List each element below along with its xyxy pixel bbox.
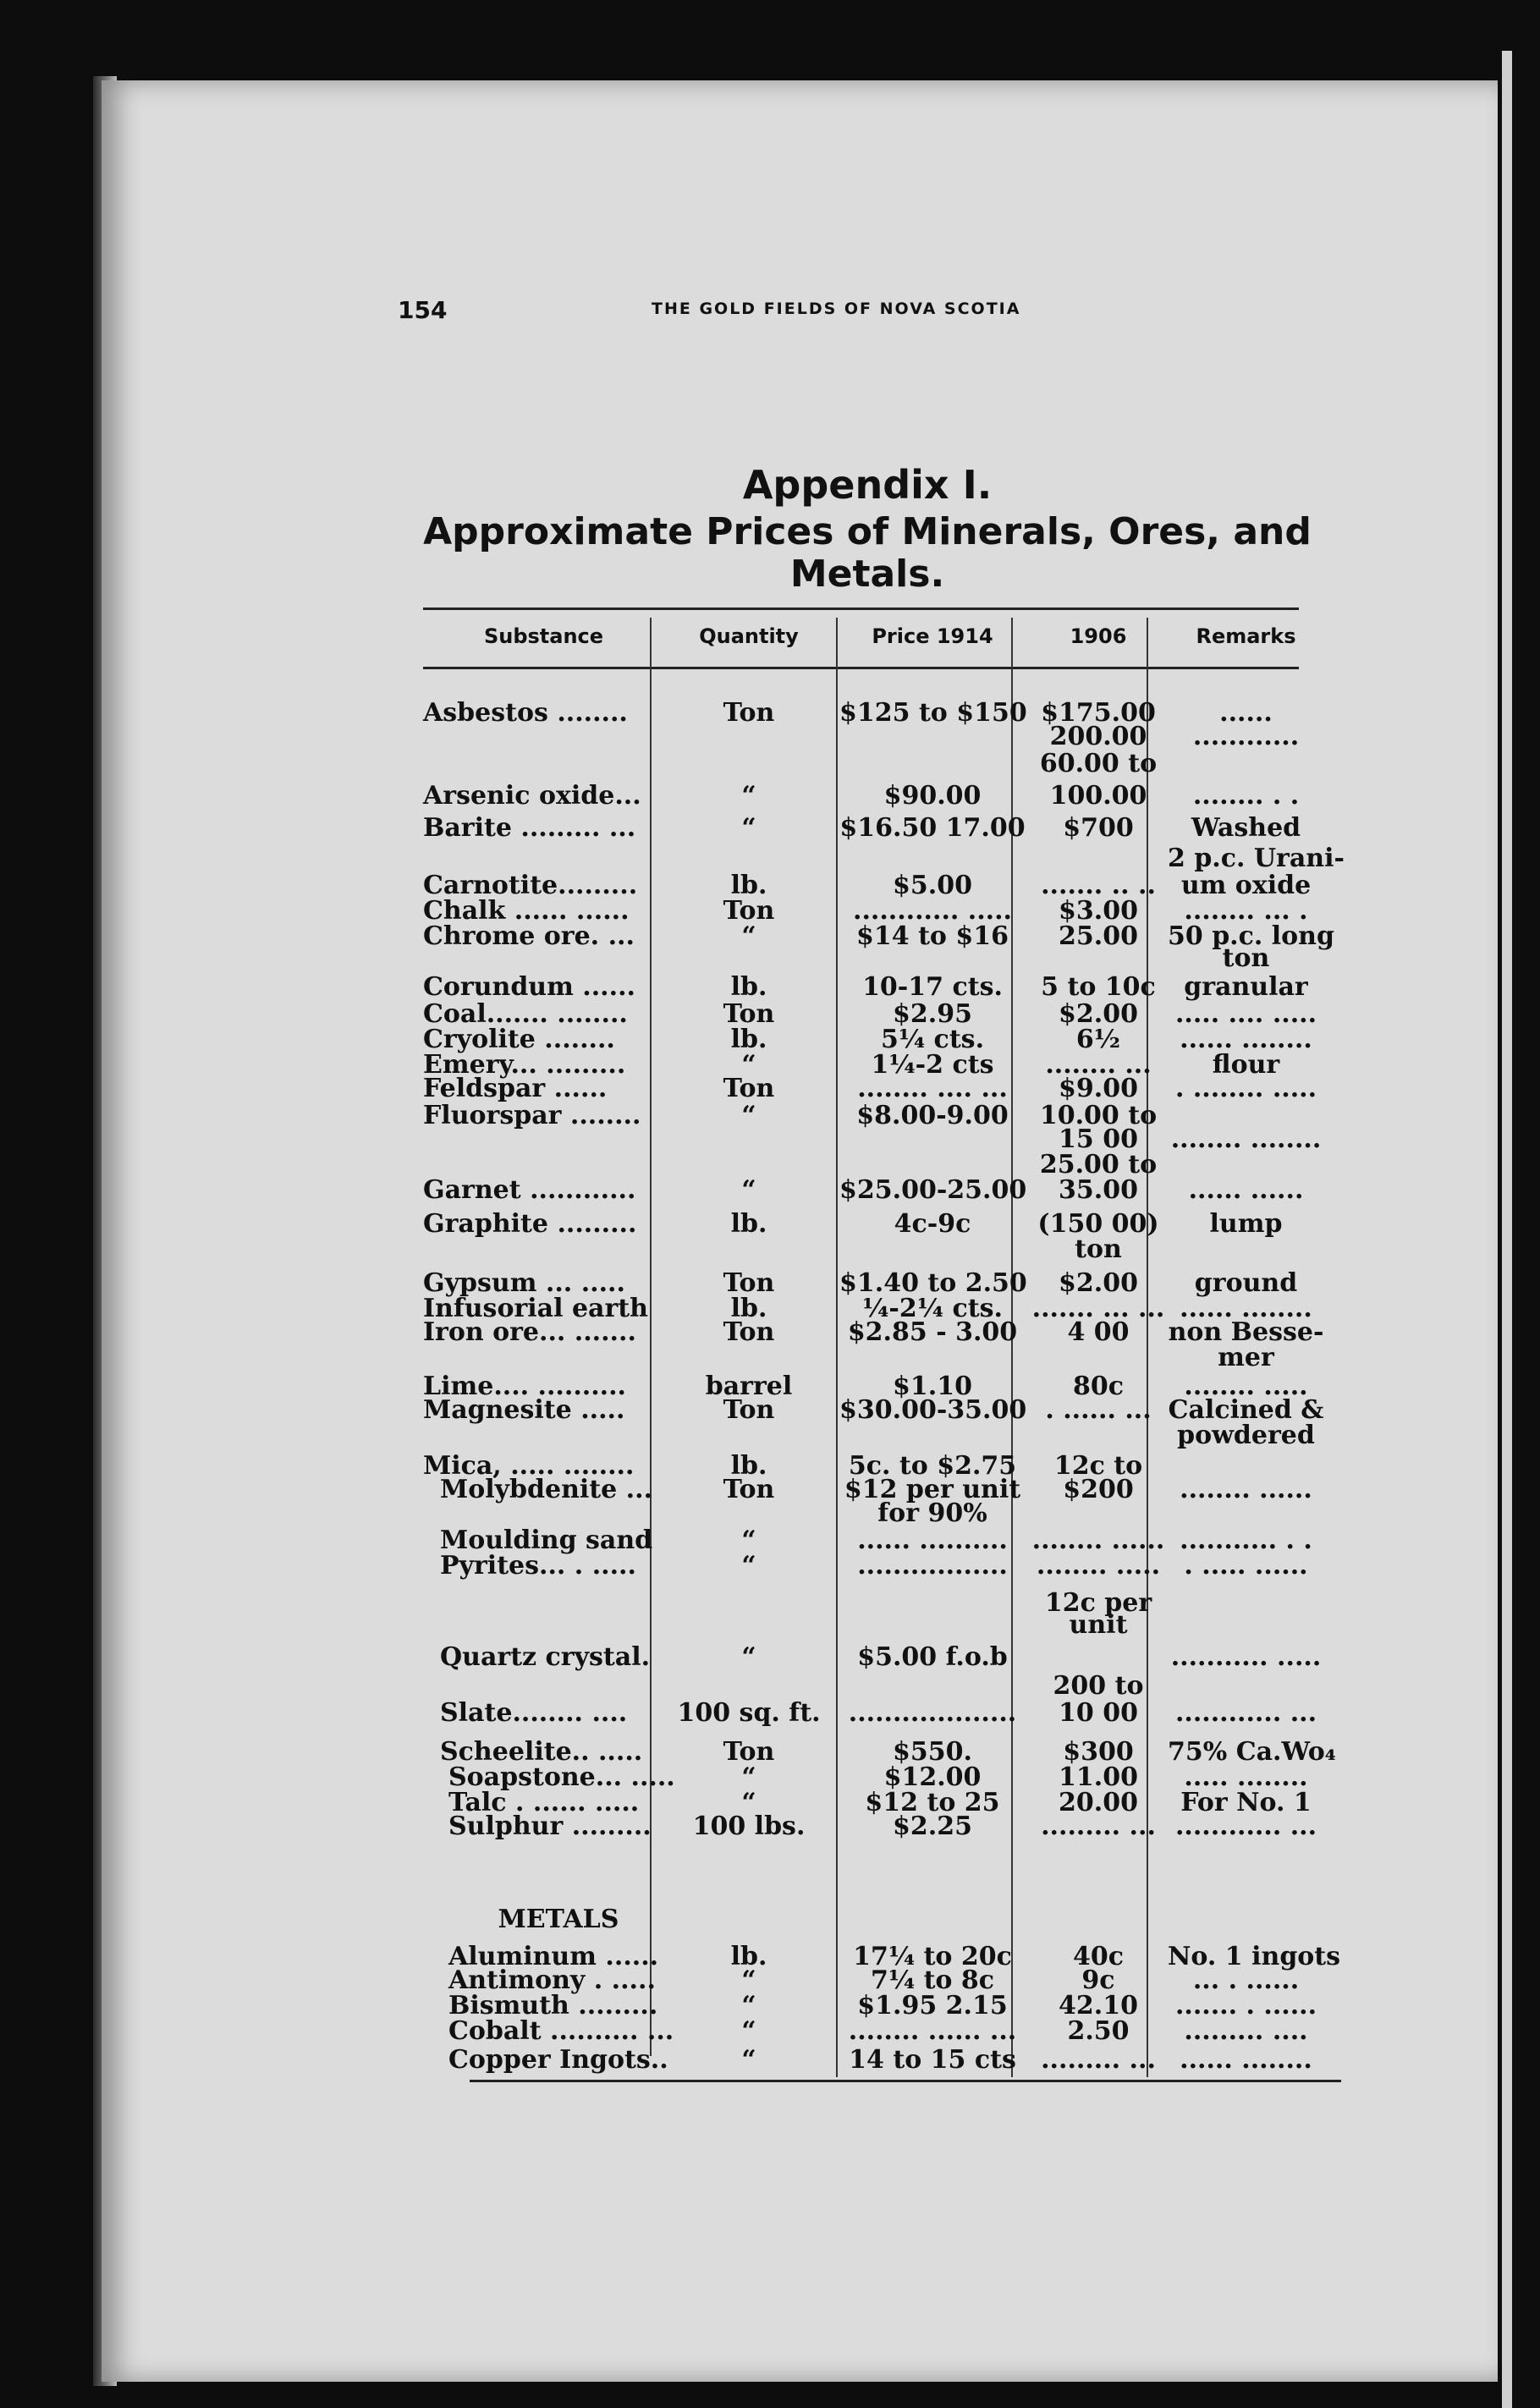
cell-remarks: Washed — [1191, 813, 1301, 843]
cell-p1906: ........ ...... — [1031, 1526, 1165, 1555]
cell-substance: Feldspar ...... — [423, 1074, 608, 1103]
cell-p1906: 12c to — [1053, 1451, 1143, 1481]
cell-p1914: $14 to $16 — [856, 921, 1009, 951]
cell-remarks: ...... ........ — [1180, 1025, 1312, 1054]
cell-remarks: ... . ...... — [1192, 1965, 1300, 1995]
cell-substance: Pyrites... . ..... — [440, 1551, 636, 1581]
cell-p1914: 5¼ cts. — [880, 1025, 985, 1054]
cell-remarks: powdered — [1177, 1421, 1315, 1450]
cell-substance: Lime.... .......... — [423, 1372, 626, 1401]
cell-quantity: “ — [741, 921, 756, 951]
cell-substance: Talc . ...... ..... — [448, 1788, 640, 1817]
cell-substance: Cryolite ........ — [423, 1025, 615, 1054]
cell-p1906: ton — [1075, 1234, 1122, 1264]
cell-substance: Bismuth ......... — [448, 1991, 658, 2020]
cell-p1914: $125 to $150 — [839, 698, 1027, 728]
cell-remarks: mer — [1218, 1343, 1274, 1372]
cell-p1906: $175.00 — [1041, 698, 1156, 728]
cell-quantity: “ — [741, 1175, 756, 1205]
cell-remarks: ............ — [1192, 722, 1300, 751]
cell-substance: Gypsum ... ..... — [423, 1268, 625, 1298]
cell-quantity: Ton — [723, 1475, 775, 1504]
cell-substance: Chrome ore. ... — [423, 921, 635, 951]
cell-substance: Fluorspar ........ — [423, 1101, 641, 1130]
cell-substance: Sulphur ......... — [448, 1811, 652, 1841]
cell-remarks: ........... . . — [1180, 1526, 1312, 1555]
cell-p1914: $5.00 — [893, 871, 972, 900]
cell-quantity: lb. — [730, 1942, 767, 1971]
next-page-edge — [1502, 51, 1512, 2408]
cell-substance: Corundum ...... — [423, 972, 635, 1002]
column-header-substance: Substance — [483, 624, 604, 648]
cell-substance: Barite ......... ... — [423, 813, 636, 843]
cell-p1906: 9c — [1081, 1965, 1115, 1995]
cell-p1906: 25.00 — [1059, 921, 1138, 951]
cell-p1914: ............ ..... — [853, 896, 1012, 926]
cell-quantity: “ — [741, 781, 756, 811]
cell-remarks: 75% Ca.Wo₄ — [1168, 1737, 1336, 1767]
column-divider — [836, 618, 838, 2077]
column-header-1906: 1906 — [1070, 624, 1127, 648]
cell-p1906: ........ ..... — [1036, 1551, 1161, 1581]
cell-substance: Quartz crystal. — [440, 1642, 651, 1672]
cell-substance: Slate........ .... — [440, 1698, 628, 1728]
cell-substance: Emery... ......... — [423, 1050, 626, 1080]
page-header — [398, 296, 1328, 330]
cell-p1914: $12 per unit — [844, 1475, 1021, 1504]
cell-p1914: 1¼-2 cts — [871, 1050, 994, 1080]
cell-p1914: 10-17 cts. — [862, 972, 1003, 1002]
cell-quantity: “ — [741, 1526, 756, 1555]
cell-p1914: ¼-2¼ cts. — [862, 1294, 1003, 1323]
cell-quantity: Ton — [723, 1737, 775, 1767]
cell-substance: Aluminum ...... — [448, 1942, 659, 1971]
cell-substance: Molybdenite ... — [440, 1475, 653, 1504]
cell-remarks: ..... .... ..... — [1174, 999, 1317, 1029]
cell-quantity: “ — [741, 1788, 756, 1817]
cell-substance: Garnet ............ — [423, 1175, 636, 1205]
cell-remarks: ..... ........ — [1184, 1762, 1308, 1792]
cell-p1906: 35.00 — [1059, 1175, 1138, 1205]
cell-p1906: 15 00 — [1059, 1124, 1138, 1154]
cell-quantity: Ton — [723, 1395, 775, 1425]
cell-quantity: Ton — [723, 698, 775, 728]
cell-remarks: ........ ... . — [1184, 896, 1308, 926]
cell-p1914: ........ .... ... — [857, 1074, 1008, 1103]
cell-p1906: 60.00 to — [1039, 749, 1158, 778]
cell-quantity: “ — [741, 813, 756, 843]
cell-substance: Mica, ..... ........ — [423, 1451, 635, 1481]
cell-remarks: ........ ........ — [1170, 1124, 1322, 1154]
cell-quantity: Ton — [723, 999, 775, 1029]
cell-remarks: . ..... ...... — [1184, 1551, 1308, 1581]
cell-quantity: Ton — [723, 1268, 775, 1298]
cell-p1906: 2.50 — [1067, 2016, 1130, 2046]
cell-p1914: $25.00-25.00 — [839, 1175, 1027, 1205]
cell-quantity: “ — [741, 1762, 756, 1792]
cell-p1906: $2.00 — [1059, 1268, 1138, 1298]
cell-p1906: 80c — [1072, 1372, 1124, 1401]
cell-p1906: 20.00 — [1059, 1788, 1138, 1817]
cell-substance: Soapstone... ..... — [448, 1762, 675, 1792]
cell-p1906: $3.00 — [1059, 896, 1138, 926]
cell-p1906: $700 — [1063, 813, 1134, 843]
cell-substance: Graphite ......... — [423, 1209, 637, 1239]
cell-quantity: lb. — [730, 1209, 767, 1239]
cell-remarks: ...... ...... — [1188, 1175, 1304, 1205]
cell-remarks: ............ ... — [1174, 1811, 1317, 1841]
cell-substance: Scheelite.. ..... — [440, 1737, 643, 1767]
cell-p1914: 17¼ to 20c — [853, 1942, 1012, 1971]
column-header-quantity: Quantity — [699, 624, 799, 648]
cell-p1914: $30.00-35.00 — [839, 1395, 1027, 1425]
cell-quantity: lb. — [730, 1025, 767, 1054]
cell-substance: Infusorial earth — [423, 1294, 648, 1323]
cell-quantity: lb. — [730, 1294, 767, 1323]
cell-p1906: ....... .. .. — [1041, 871, 1156, 900]
cell-remarks: ...... — [1219, 698, 1273, 728]
cell-p1906: 10 00 — [1059, 1698, 1138, 1728]
cell-p1906: $200 — [1063, 1475, 1134, 1504]
cell-p1906: 12c per — [1044, 1588, 1152, 1618]
cell-p1914: ...... .......... — [857, 1526, 1008, 1555]
cell-remarks: ton — [1222, 943, 1270, 973]
cell-p1914: for 90% — [877, 1498, 987, 1528]
main-title-line1: Approximate Prices of Minerals, Ores, and — [423, 510, 1312, 553]
cell-remarks: ...... ........ — [1180, 1294, 1312, 1323]
cell-substance: Iron ore... ....... — [423, 1317, 636, 1347]
cell-quantity: lb. — [730, 871, 767, 900]
cell-quantity: “ — [741, 1965, 756, 1995]
cell-quantity: barrel — [705, 1372, 793, 1401]
cell-p1914: $2.85 - 3.00 — [847, 1317, 1018, 1347]
cell-remarks: ...... ........ — [1180, 2045, 1312, 2075]
cell-quantity: “ — [741, 1101, 756, 1130]
cell-p1914: ........ ...... ... — [848, 2016, 1017, 2046]
column-header-remarks: Remarks — [1196, 624, 1296, 648]
cell-remarks: ......... .... — [1184, 2016, 1308, 2046]
cell-remarks: 2 p.c. Urani- — [1168, 844, 1345, 873]
cell-substance: Antimony . ..... — [448, 1965, 656, 1995]
cell-p1906: 10.00 to — [1039, 1101, 1158, 1130]
cell-p1906: ........ ... — [1045, 1050, 1152, 1080]
cell-remarks: Calcined & — [1168, 1395, 1324, 1425]
cell-quantity: “ — [741, 2045, 756, 2075]
cell-p1906: 5 to 10c — [1041, 972, 1156, 1002]
cell-remarks: ........ ..... — [1184, 1372, 1308, 1401]
cell-remarks: flour — [1212, 1050, 1280, 1080]
cell-quantity: lb. — [730, 972, 767, 1002]
cell-substance: Copper Ingots.. — [448, 2045, 668, 2075]
main-title-line2: Metals. — [789, 553, 945, 596]
cell-p1906: 200.00 — [1049, 722, 1147, 751]
cell-quantity: “ — [741, 1991, 756, 2020]
cell-remarks: No. 1 ingots — [1168, 1942, 1341, 1971]
cell-p1914: $1.95 2.15 — [857, 1991, 1008, 2020]
cell-remarks: . ........ ..... — [1174, 1074, 1317, 1103]
cell-p1914: ................... — [848, 1698, 1017, 1728]
cell-p1914: 4c-9c — [894, 1209, 971, 1239]
cell-quantity: Ton — [723, 896, 775, 926]
cell-p1906: $300 — [1063, 1737, 1134, 1767]
cell-p1914: 14 to 15 cts — [849, 2045, 1016, 2075]
cell-p1906: $9.00 — [1059, 1074, 1138, 1103]
cell-remarks: non Besse- — [1168, 1317, 1324, 1347]
cell-quantity: Ton — [723, 1074, 775, 1103]
cell-substance: Coal....... ........ — [423, 999, 628, 1029]
cell-remarks: ........ . . — [1192, 781, 1300, 811]
cell-substance: Cobalt .......... ... — [448, 2016, 674, 2046]
cell-p1906: 200 to — [1053, 1671, 1144, 1701]
cell-p1906: ....... ... ... — [1031, 1294, 1165, 1323]
cell-p1914: $550. — [893, 1737, 972, 1767]
cell-p1906: (150 00) — [1037, 1209, 1159, 1239]
cell-substance: Carnotite......... — [423, 871, 638, 900]
cell-p1914: $2.25 — [893, 1811, 972, 1841]
cell-p1906: $2.00 — [1059, 999, 1138, 1029]
cell-quantity: Ton — [723, 1317, 775, 1347]
cell-p1914: 7¼ to 8c — [870, 1965, 995, 1995]
cell-substance: Asbestos ........ — [423, 698, 628, 728]
cell-p1914: $1.10 — [893, 1372, 972, 1401]
cell-p1906: . ...... ... — [1045, 1395, 1152, 1425]
cell-p1906: 4 00 — [1067, 1317, 1130, 1347]
cell-p1906: ......... ... — [1041, 1811, 1156, 1841]
cell-p1906: 100.00 — [1049, 781, 1147, 811]
cell-p1906: 6½ — [1075, 1025, 1121, 1054]
cell-substance: METALS — [498, 1905, 619, 1934]
cell-p1914: $5.00 f.o.b — [857, 1642, 1008, 1672]
title-block — [406, 461, 1328, 596]
column-header-price-1914: Price 1914 — [872, 624, 993, 648]
cell-p1906: 11.00 — [1059, 1762, 1138, 1792]
cell-p1906: 40c — [1072, 1942, 1124, 1971]
cell-p1914: $12 to 25 — [865, 1788, 1000, 1817]
cell-remarks: For No. 1 — [1180, 1788, 1312, 1817]
cell-p1914: $12.00 — [883, 1762, 982, 1792]
cell-substance: Moulding sand — [440, 1526, 653, 1555]
cell-substance: Chalk ...... ...... — [423, 896, 630, 926]
cell-p1914: $2.95 — [893, 999, 972, 1029]
cell-remarks: ground — [1194, 1268, 1298, 1298]
cell-p1914: $90.00 — [883, 781, 982, 811]
cell-quantity: 100 sq. ft. — [677, 1698, 821, 1728]
cell-quantity: “ — [741, 1050, 756, 1080]
cell-quantity: “ — [741, 1642, 756, 1672]
cell-remarks: um oxide — [1180, 871, 1312, 900]
cell-p1914: $8.00-9.00 — [856, 1101, 1009, 1130]
cell-quantity: 100 lbs. — [692, 1811, 806, 1841]
cell-remarks: ........... ..... — [1170, 1642, 1322, 1672]
cell-remarks: ........ ...... — [1180, 1475, 1312, 1504]
table-bottom-rule — [470, 2080, 1341, 2082]
table-top-rule — [423, 607, 1299, 610]
cell-p1906: 42.10 — [1059, 1991, 1138, 2020]
cell-substance: Arsenic oxide... — [423, 781, 641, 811]
cell-remarks: ............ ... — [1174, 1698, 1317, 1728]
cell-quantity: lb. — [730, 1451, 767, 1481]
cell-p1906: unit — [1069, 1610, 1128, 1640]
table-header-rule — [423, 667, 1299, 669]
cell-remarks: lump — [1209, 1209, 1283, 1239]
page-number: 154 — [398, 296, 448, 324]
cell-substance: Magnesite ..... — [423, 1395, 625, 1425]
appendix-title: Appendix I. — [742, 462, 993, 508]
cell-p1914: 5c. to $2.75 — [848, 1451, 1017, 1481]
cell-quantity: “ — [741, 1551, 756, 1581]
cell-quantity: “ — [741, 2016, 756, 2046]
cell-p1914: $1.40 to 2.50 — [839, 1268, 1027, 1298]
cell-remarks: 50 p.c. long — [1168, 921, 1334, 951]
cell-remarks: ....... . ...... — [1174, 1991, 1317, 2020]
running-head: THE GOLD FIELDS OF NOVA SCOTIA — [652, 300, 1021, 318]
cell-remarks: granular — [1184, 972, 1308, 1002]
cell-p1914: $16.50 17.00 — [839, 813, 1026, 843]
cell-p1914: ................. — [857, 1551, 1008, 1581]
cell-p1906: 25.00 to — [1039, 1150, 1158, 1179]
cell-p1906: ......... ... — [1041, 2045, 1156, 2075]
